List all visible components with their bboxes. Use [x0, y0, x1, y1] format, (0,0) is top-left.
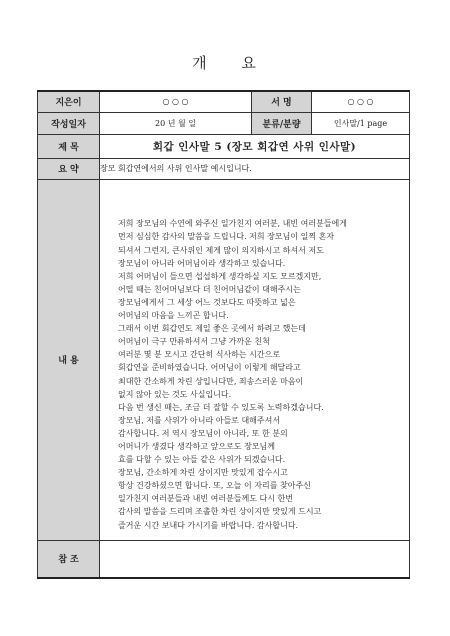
row-reference: [38, 540, 410, 578]
content-line: 장모님, 저를 사위가 아니라 아들로 대해주셔서: [118, 415, 281, 425]
row-date: [38, 112, 410, 134]
content-line: 최대한 간소하게 차린 상입니다만, 죄송스러운 마음이: [118, 376, 304, 386]
content-line: 먼저 심심한 감사의 말씀을 드립니다. 저희 장모님이 일찍 혼자: [118, 232, 335, 242]
date-label: 작성일자: [38, 112, 100, 134]
row-summary: [38, 158, 410, 179]
content-line: 항상 건강하셨으면 합니다. 또, 오늘 이 자리를 찾아주신: [118, 481, 311, 491]
content-line: 저희 어머님이 들으면 섭섭하게 생각하실 지도 모르겠지만,: [118, 271, 322, 281]
reference-value: [100, 540, 410, 578]
content-line: 되셔서 그런지, 큰사위인 제게 많이 의지하시고 하셔서 저도: [118, 245, 324, 255]
content-line: 감사합니다. 저 역시 장모님이 아니라, 또 한 분의: [118, 428, 288, 438]
content-line: 저희 장모님의 수연에 와주신 일가친지 여러분, 내빈 여러분들에게: [118, 219, 347, 229]
content-line: 그래서 이번 회갑연도 제일 좋은 곳에서 하려고 했는데: [118, 324, 306, 334]
book-name-value: ○ ○ ○: [312, 91, 410, 112]
content-line: 효를 다할 수 있는 아들 같은 사위가 되겠습니다.: [118, 455, 286, 465]
content-line: 감사의 말씀을 드리며 조촐한 차린 상이지만 맛있게 드시고: [118, 507, 322, 517]
content-line: 다음 번 생신 때는, 조금 더 잘할 수 있도록 노력하겠습니다.: [118, 402, 324, 412]
row-content: [38, 179, 410, 540]
content-line: 장모님에게서 그 세상 어느 것보다도 따뜻하고 넓은: [118, 297, 296, 307]
content-line: 장모님이 아니라 어머님이라 생각하고 있습니다.: [118, 258, 286, 268]
content-line: 회갑연을 준비하였습니다. 어머님이 이렇게 해달라고: [118, 363, 301, 373]
content-text: [100, 187, 409, 531]
row-subject: [38, 134, 410, 158]
content-line: 어머님의 마음을 느끼곤 합니다.: [118, 311, 229, 321]
content-line: 없지 않아 있는 것도 사실입니다.: [118, 389, 232, 399]
summary-label: 요 약: [38, 158, 100, 179]
summary-value: 장모 회갑연에서의 사위 인사말 예시입니다.: [100, 158, 410, 179]
content-cell: [100, 179, 410, 540]
content-line: 어머니가 생겼다 생각하고 앞으로도 장모님께: [118, 441, 276, 451]
subject-value: 회갑 인사말 5 (장모 회갑연 사위 인사말): [100, 134, 410, 158]
row-author: [38, 91, 410, 112]
page-title: 개 요: [192, 54, 258, 72]
content-label: 내 용: [38, 179, 100, 540]
reference-label: 참 조: [38, 540, 100, 578]
date-value: 20 년 월 일: [100, 112, 252, 134]
category-label: 분류/분량: [252, 112, 312, 134]
author-value: ○ ○ ○: [100, 91, 252, 112]
content-line: 어머님이 극구 만류하셔서 그냥 가까운 친척: [118, 337, 270, 347]
subject-label: 제 목: [38, 134, 100, 158]
book-name-label: 서 명: [252, 91, 312, 112]
content-line: 일가친지 여러분들과 내빈 여러분들께도 다시 한번: [118, 494, 294, 504]
author-label: 지은이: [38, 91, 100, 112]
content-line: 여러분 몇 분 모시고 간단히 식사하는 시간으로: [118, 350, 281, 360]
category-value: 인사말/1 page: [312, 112, 410, 134]
content-line: 즐거운 시간 보내다 가시기를 바랍니다. 감사합니다.: [118, 520, 299, 530]
content-line: 어떨 때는 친어머님보다 더 친어머님같이 대해주시는: [118, 284, 301, 294]
content-line: 장모님, 간소하게 차린 상이지만 맛있게 잡수시고: [118, 468, 288, 478]
summary-form-table: [37, 90, 410, 579]
